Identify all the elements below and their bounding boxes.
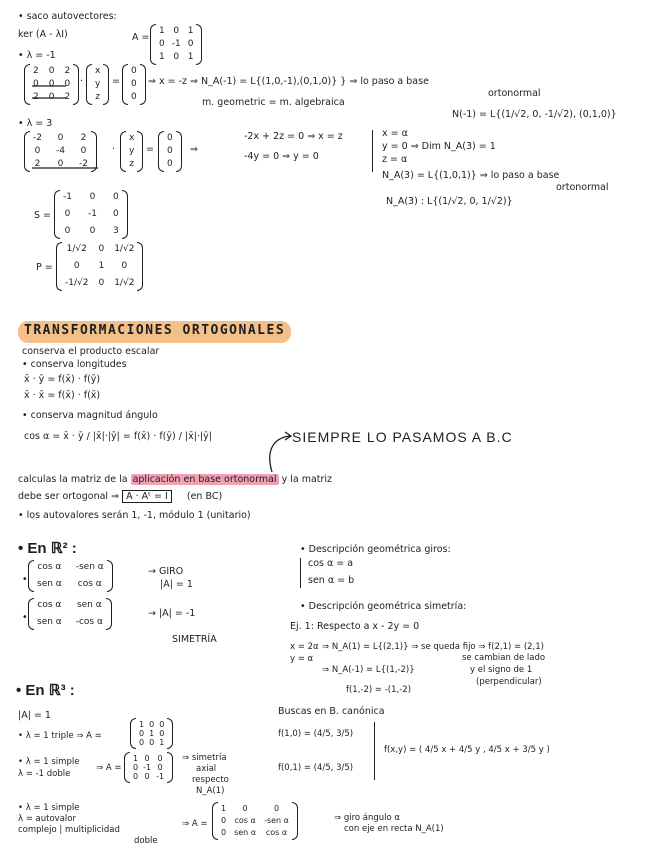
s-label: S = — [34, 210, 52, 221]
r2-ej-h: f(1,-2) = -(1,-2) — [346, 685, 412, 695]
r2-symmetry-matrix: cos α sen α sen α -cos α — [28, 598, 112, 630]
r2-ej-b: y = α — [290, 654, 314, 664]
line-lambda-3: • λ = 3 — [18, 118, 53, 129]
r3-l1: |A| = 1 — [18, 710, 51, 721]
matrix-a — [150, 24, 202, 65]
r3-busco: Buscas en B. canónica — [278, 706, 385, 717]
ortho-l8: debe ser ortogonal ⇒ A · Aᵗ = I (en BC) — [18, 491, 223, 502]
matrix-p: 1/√2 0 1/√2 0 1 0 -1/√2 0 1/√2 — [56, 242, 143, 291]
ortho-l1: conserva el producto escalar — [22, 346, 160, 357]
r2-geo2: • Descripción geométrica simetría: — [300, 601, 467, 612]
r2-det2: → |A| = -1 — [148, 608, 196, 619]
r2-ej-a: x = 2α — [290, 642, 319, 652]
sys1-orthonormal-basis: N(-1) = L{(1/√2, 0, -1/√2), (0,1,0)} — [452, 109, 617, 120]
r2-det1: |A| = 1 — [160, 579, 193, 590]
r2-ej-f: y el signo de 1 — [470, 665, 533, 675]
highlight-ortonormal: aplicación en base ortonormal — [132, 474, 277, 485]
ortho-l9: • los autovalores serán 1, -1, módulo 1 (unitario) — [18, 510, 251, 521]
r3-l4b: λ = autovalor — [18, 814, 76, 824]
ortho-l3: x̄ · ȳ = f(x̄) · f(ȳ) — [24, 374, 101, 385]
section-title: TRANSFORMACIONES ORTOGONALES — [18, 321, 291, 343]
sys2-c1: x = α — [382, 128, 408, 139]
r2-ej-d: ⇒ N_A(-1) = L{(1,-2)} — [322, 665, 415, 675]
sys2-brace — [372, 130, 377, 172]
ortho-l6: cos α = x̄ · ȳ / |x̄|·|ȳ| = f(x̄) · f(ȳ) / |x̄|·|ȳ| — [24, 431, 213, 442]
a-label: A = — [132, 32, 150, 43]
sys2-vector: x y z — [120, 131, 143, 172]
ortho-l2: • conserva longitudes — [22, 359, 127, 370]
r3-l2: • λ = 1 triple ⇒ A = — [18, 731, 102, 741]
r3-m2-note1: ⇒ simetría — [182, 753, 227, 763]
r3-identity-matrix: 1 0 0 0 1 0 0 0 1 — [130, 718, 173, 749]
r3-f2: f(0,1) = (4/5, 3/5) — [278, 763, 354, 773]
line-autovectores: • saco autovectores: — [18, 11, 117, 22]
notes-page: • saco autovectores: ker (A - λI) A = 1 0 1 0 -1 0 1 0 1 • λ = -1 2 0 2 0 0 0 2 0 2 · x y z = 0 0 0 ⇒ x = -z ⇒ N_A(-1) = L{(1,0,-1),(0,1,0)} } ⇒ lo paso a base ortonormal m. geometric = m. algebraica N(-1) = L{(1/√2, 0, -1/√2), (0,1,0)} • λ = 3 -2 0 2 0 -4 0 2 0 -2 · x y z = 0 0 0 ⇒ -2x + 2z = 0 ⇒ x = z -4y = 0 ⇒ y = 0 x = α y = 0 ⇒ Dim N_A(3) = 1 z = α N_A(3) = L{(1,0,1)} ⇒ lo paso a base ortonormal N_A(3) : L{(1/√2, 0, 1/√2)} S = -1 0 0 0 -1 0 0 0 3 P = 1/√2 0 1/√2 0 1 0 -1/√2 0 1/√2 TRANSFORMACIONES ORTOGONALES conserva el producto escalar • conserva longitudes x̄ · ȳ = f(x̄) · f(ȳ) x̄ · x̄ = f(x̄) · f(x̄) • conserva magnitud ángulo cos α = x̄ · ȳ / |x̄|·|ȳ| = f(x̄) · f(ȳ) / |x̄|·|ȳ| SIEMPRE LO PASAMOS A B.C calculas la matriz de la aplicación en base ortonormal y la matriz debe ser ortogonal ⇒ A · Aᵗ = I (en BC) • los autovalores serán 1, -1, módulo 1 (unitario) • En ℝ² : • cos α -sen α sen α cos α → GIRO |A| = 1 • cos α sen α sen α -cos α → |A| = -1 SIMETRÍA • Descripción geométrica giros: cos α = a sen α = b • Descripción geométrica simetría: Ej. 1: Respecto a x - 2y = 0 x = 2α y = α ⇒ N_A(1) = L{(2,1)} ⇒ se queda fijo ⇒ f(2,1) = (2,1) se cambian de lado ⇒ N_A(-1) = L{(1,-2)} y el signo de 1 (perpendicular) f(1,-2) = -(1,-2) • En ℝ³ : |A| = 1 • λ = 1 triple ⇒ A = 1 0 0 0 1 0 0 0 1 • λ = 1 simple λ = -1 doble ⇒ A = 1 0 0 0 -1 0 0 0 -1 ⇒ simetría axial respecto N_A(1) • λ = 1 simple λ = autovalor complejo | multiplicidad doble ⇒ A = 1 0 0 0 cos α -sen α 0 sen α cos α ⇒ giro ángulo α con eje en recta N_A(1) Buscas en B. canónica f(1,0) = (4/5, 3/5) f(0,1) = (4/5, 3/5) f(x,y) = ( 4/5 x + 4/5 y , 4/5 x + 3/5 y ) — [0, 0, 656, 848]
sys2-eq-b: -4y = 0 ⇒ y = 0 — [244, 151, 319, 162]
sys2-c6: N_A(3) : L{(1/√2, 0, 1/√2)} — [386, 196, 513, 207]
boxed-condition: A · Aᵗ = I — [122, 490, 172, 503]
r3-rotation-matrix: 1 0 0 0 cos α -sen α 0 sen α cos α — [212, 802, 298, 840]
sys1-vector: x y z — [86, 64, 109, 105]
sys1-multiplicity: m. geometric = m. algebraica — [202, 97, 345, 108]
matrix-a-grid: 1 0 1 0 -1 0 1 0 1 — [159, 26, 194, 62]
r2-geo1-b: sen α = b — [308, 575, 355, 586]
r3-m2-note4: N_A(1) — [196, 786, 225, 796]
r2-ej: Ej. 1: Respecto a x - 2y = 0 — [290, 621, 420, 632]
sys1-matrix: 2 0 2 0 0 0 2 0 2 — [24, 64, 79, 105]
r3-l4a: • λ = 1 simple — [18, 803, 80, 813]
matrix-s: -1 0 0 0 -1 0 0 0 3 — [54, 190, 128, 239]
r3-l3b: λ = -1 doble — [18, 769, 71, 779]
r2-geo1-a: cos α = a — [308, 558, 354, 569]
r3-l4d: doble — [134, 836, 158, 846]
ortho-l5: • conserva magnitud ángulo — [22, 410, 158, 421]
r3-m3-note2: con eje en recta N_A(1) — [344, 824, 444, 834]
r2-ej-e: se cambian de lado — [462, 653, 546, 663]
heading-r3: • En ℝ³ : — [16, 682, 75, 699]
sys2-eq-a: -2x + 2z = 0 ⇒ x = z — [244, 131, 343, 142]
r2-simetria: SIMETRÍA — [172, 634, 217, 645]
r3-m2-note2: axial — [196, 764, 217, 774]
sys2-matrix: -2 0 2 0 -4 0 2 0 -2 — [24, 131, 97, 172]
sys2-c4: N_A(3) = L{(1,0,1)} ⇒ lo paso a base — [382, 170, 560, 181]
line-lambda-minus1: • λ = -1 — [18, 50, 56, 61]
r3-symmetry-matrix: 1 0 0 0 -1 0 0 0 -1 — [124, 752, 173, 783]
r3-f1: f(1,0) = (4/5, 3/5) — [278, 729, 354, 739]
r2-rotation-matrix: cos α -sen α sen α cos α — [28, 560, 113, 592]
r3-m2-note3: respecto — [192, 775, 229, 785]
sys1-zero: 0 0 0 — [122, 64, 146, 105]
sys1-result: ⇒ x = -z ⇒ N_A(-1) = L{(1,0,-1),(0,1,0)} } ⇒ lo paso a base — [148, 76, 429, 87]
sys2-zero: 0 0 0 — [158, 131, 182, 172]
heading-r2: • En ℝ² : — [18, 540, 77, 557]
r3-l4c: complejo | multiplicidad — [18, 825, 120, 835]
r3-fxy: f(x,y) = ( 4/5 x + 4/5 y , 4/5 x + 3/5 y ) — [384, 745, 550, 755]
sys1-ortonormal: ortonormal — [488, 88, 541, 99]
sys2-c5: ortonormal — [556, 182, 609, 193]
sys2-c2: y = 0 ⇒ Dim N_A(3) = 1 — [382, 141, 496, 152]
siempre-note: SIEMPRE LO PASAMOS A B.C — [292, 429, 513, 445]
ortho-l4: x̄ · x̄ = f(x̄) · f(x̄) — [24, 390, 101, 401]
line-ker: ker (A - λI) — [18, 29, 68, 40]
r3-m3-note1: ⇒ giro ángulo α — [334, 813, 401, 823]
r3-l3a: • λ = 1 simple — [18, 757, 80, 767]
sys2-c3: z = α — [382, 154, 408, 165]
p-label: P = — [36, 262, 53, 273]
r2-ej-g: (perpendicular) — [476, 677, 542, 687]
r2-giro: → GIRO — [148, 566, 184, 577]
ortho-l7: calculas la matriz de la aplicación en base ortonormal y la matriz — [18, 474, 333, 485]
r2-geo1: • Descripción geométrica giros: — [300, 544, 451, 555]
r2-ej-c: ⇒ N_A(1) = L{(2,1)} ⇒ se queda fijo ⇒ f(2,1) = (2,1) — [322, 642, 544, 652]
